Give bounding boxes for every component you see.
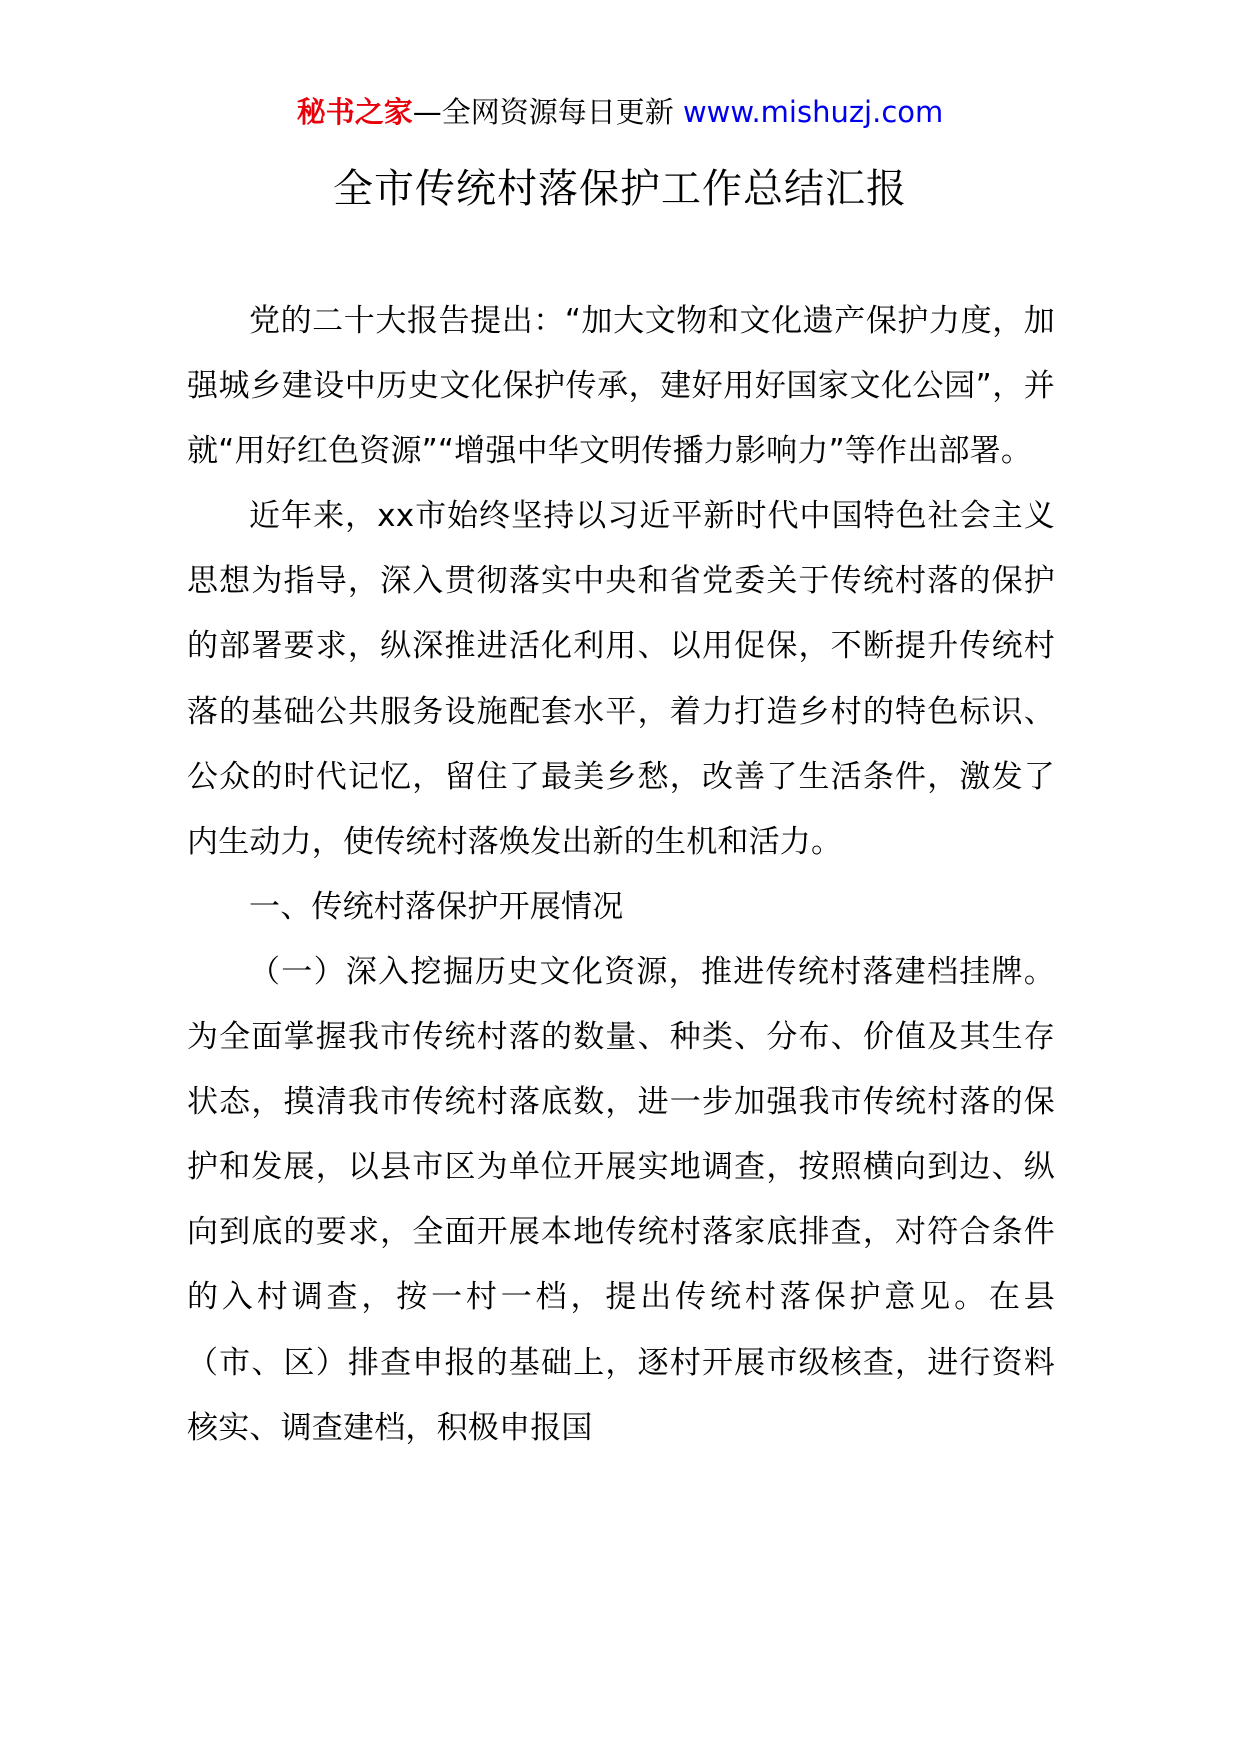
document-title: 全市传统村落保护工作总结汇报 — [333, 166, 907, 212]
header-tagline: —全网资源每日更新 — [412, 95, 683, 129]
brand-name: 秘书之家 — [296, 95, 413, 129]
paragraph-intro: 党的二十大报告提出：“加大文物和文化遗产保护力度，加强城乡建设中历史文化保护传承，建好用好国家文化公园”，并就“用好红色资源”“增强中华文明传播力影响力”等作出部署。 — [187, 303, 1055, 470]
site-url-link[interactable]: www.mishuzj.com — [682, 95, 944, 129]
document-body — [187, 289, 1055, 1461]
paragraph-subsection-1: （一）深入挖掘历史文化资源，推进传统村落建档挂牌。为全面掌握我市传统村落的数量、种类、分布、价值及其生存状态，摸清我市传统村落底数，进一步加强我市传统村落的保护和发展，以县市区为单位开展实地调查，按照横向到边、纵向到底的要求，全面开展本地传统村落家底排查，对符合条件的入村调查，按一村一档，提出传统村落保护意见。在县（市、区）排查申报的基础上，逐村开展市级核查，进行资料核实、调查建档，积极申报国 — [187, 953, 1055, 1446]
section-heading-1: 一、传统村落保护开展情况 — [249, 888, 624, 925]
site-header — [0, 92, 1240, 132]
paragraph-overview: 近年来，xx市始终坚持以习近平新时代中国特色社会主义思想为指导，深入贯彻落实中央和省党委关于传统村落的保护的部署要求，纵深推进活化利用、以用促保，不断提升传统村落的基础公共服务设施配套水平，着力打造乡村的特色标识、公众的时代记忆，留住了最美乡愁，改善了生活条件，激发了内生动力，使传统村落焕发出新的生机和活力。 — [187, 498, 1055, 860]
